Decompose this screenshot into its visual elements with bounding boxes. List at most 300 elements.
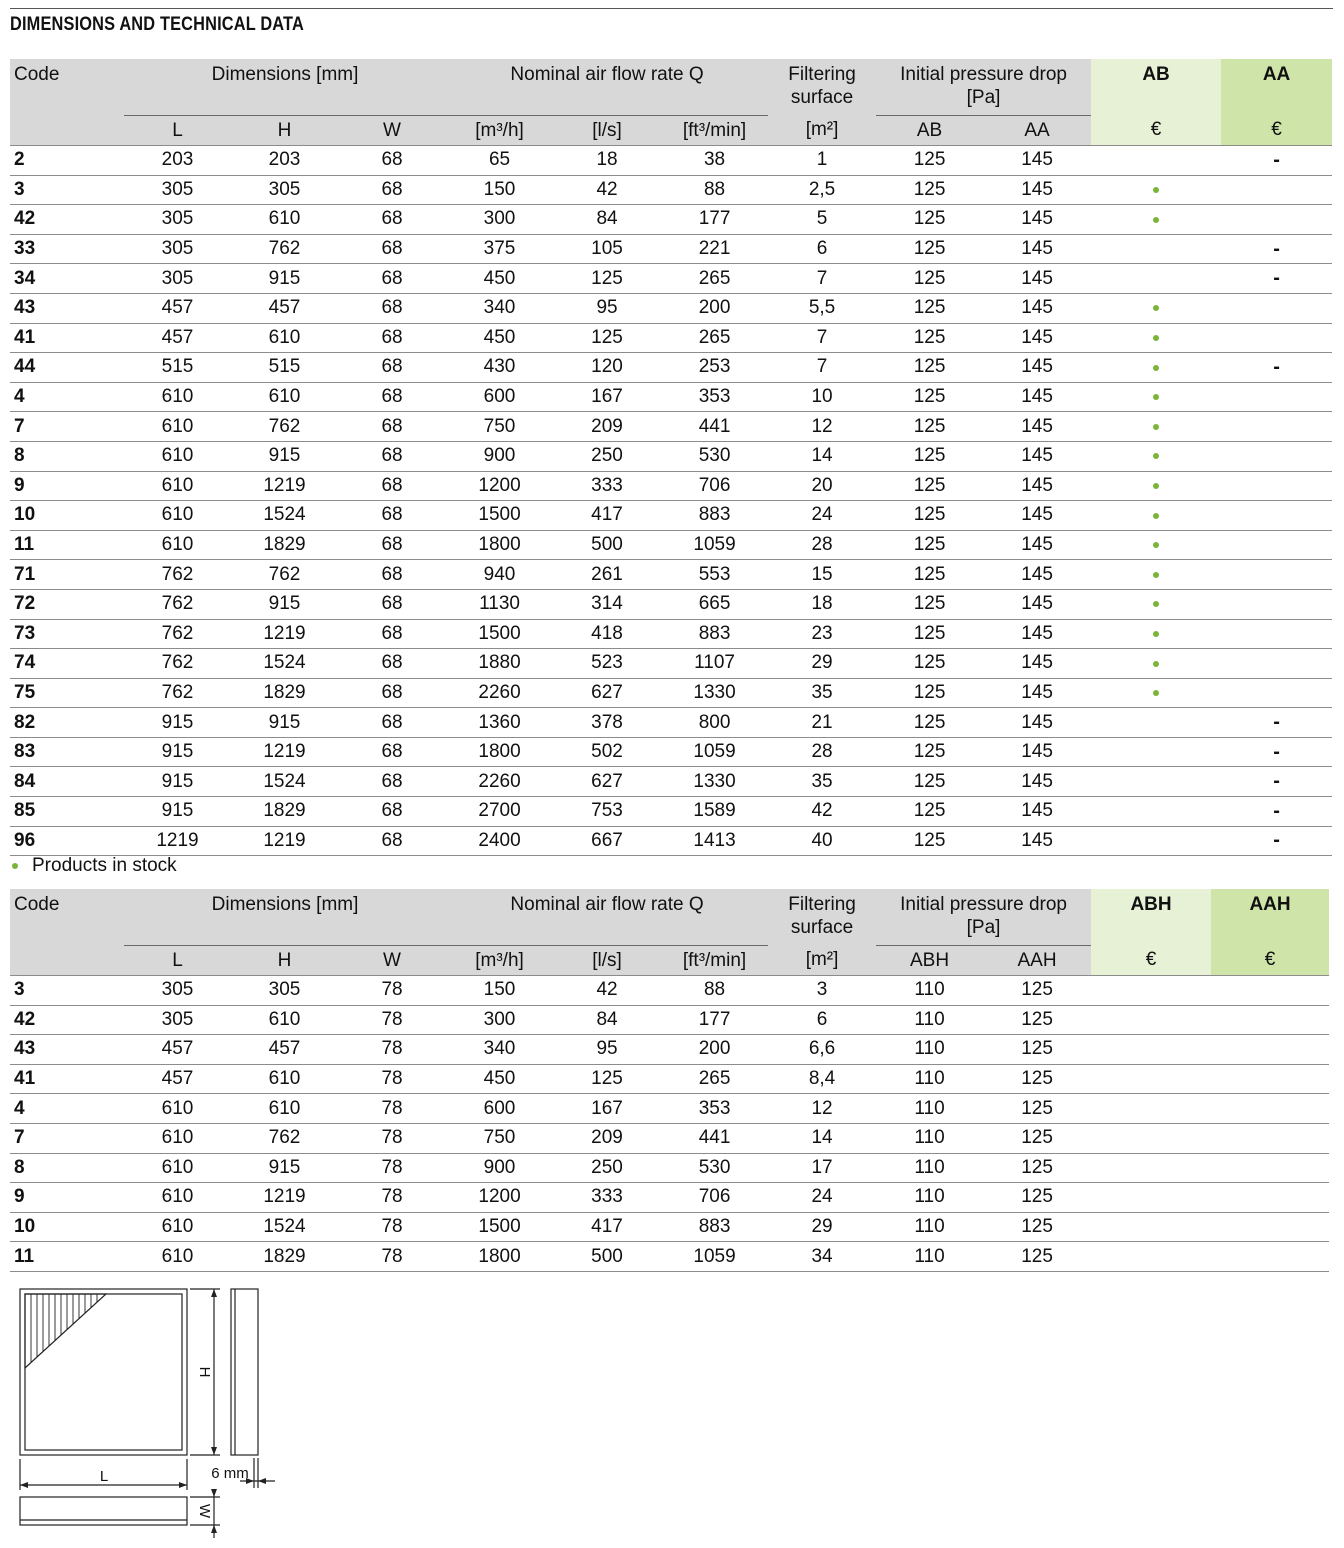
table-cell: 145: [983, 678, 1091, 708]
table-cell: 305: [124, 175, 231, 205]
table-cell: 88: [661, 976, 768, 1006]
cell-price-a: [1091, 471, 1221, 501]
table-cell: 34: [768, 1242, 876, 1272]
cell-price-a: [1091, 678, 1221, 708]
table-cell: 305: [231, 976, 338, 1006]
cell-price-b: -: [1221, 826, 1332, 856]
stock-dot-icon: [1153, 513, 1159, 519]
table-cell: 300: [446, 1005, 553, 1035]
table-cell: 68: [338, 146, 446, 176]
header-filtering-line1: Filtering: [788, 894, 856, 915]
header-ab-price: AB: [1091, 59, 1221, 116]
table-cell: 515: [231, 353, 338, 383]
table-cell: 110: [876, 1094, 983, 1124]
table-cell: 265: [661, 264, 768, 294]
header-sub-ftmin: [ft³/min]: [661, 116, 768, 146]
cell-price-b: -: [1221, 264, 1332, 294]
table-cell: 20: [768, 471, 876, 501]
stock-legend: [12, 855, 177, 877]
stock-legend-text: Products in stock: [32, 855, 177, 876]
table-row: [10, 826, 1332, 856]
cell-code: 4: [10, 1094, 124, 1124]
table-cell: 1524: [231, 767, 338, 797]
table-cell: 35: [768, 678, 876, 708]
table-cell: 3: [768, 976, 876, 1006]
table-cell: 1219: [231, 619, 338, 649]
table-cell: 68: [338, 382, 446, 412]
table-cell: 915: [231, 441, 338, 471]
header-sub-empty: [10, 946, 124, 976]
cell-code: 42: [10, 205, 124, 235]
table-cell: 209: [553, 412, 661, 442]
table-cell: 200: [661, 293, 768, 323]
table-cell: 610: [124, 1212, 231, 1242]
table-cell: 340: [446, 293, 553, 323]
header-air-flow-rate: Nominal air flow rate Q: [446, 889, 768, 946]
stock-dot-icon: [1153, 305, 1159, 311]
table-cell: 610: [231, 205, 338, 235]
table-cell: 1219: [124, 826, 231, 856]
table-row: [10, 234, 1332, 264]
table-cell: 7: [768, 353, 876, 383]
table-cell: 203: [124, 146, 231, 176]
table-cell: 125: [876, 471, 983, 501]
table-cell: 125: [876, 264, 983, 294]
cell-price-a: [1091, 619, 1221, 649]
table-cell: 1200: [446, 1183, 553, 1213]
table-cell: 750: [446, 412, 553, 442]
table-cell: 500: [553, 530, 661, 560]
table-cell: 762: [124, 678, 231, 708]
table-cell: 523: [553, 649, 661, 679]
cell-price-a: [1091, 649, 1221, 679]
table-cell: 353: [661, 1094, 768, 1124]
table-cell: 1059: [661, 1242, 768, 1272]
cell-price-a: [1091, 323, 1221, 353]
cell-code: 2: [10, 146, 124, 176]
header-sub-h: H: [231, 116, 338, 146]
stock-dot-icon: [1153, 601, 1159, 607]
table-cell: 900: [446, 441, 553, 471]
top-rule: [10, 8, 1333, 9]
table-row: [10, 530, 1332, 560]
table-cell: 125: [983, 1094, 1091, 1124]
cell-price-b: [1221, 382, 1332, 412]
cell-price-a: [1091, 382, 1221, 412]
cell-code: 41: [10, 1064, 124, 1094]
table-cell: 78: [338, 1123, 446, 1153]
table-cell: 883: [661, 501, 768, 531]
table-cell: 1059: [661, 530, 768, 560]
cell-price-a: [1091, 826, 1221, 856]
header-sub-ab: AB: [876, 116, 983, 146]
cell-price-a: [1091, 767, 1221, 797]
technical-data-table-high: [10, 889, 1329, 1272]
table-cell: 68: [338, 353, 446, 383]
cell-code: 71: [10, 560, 124, 590]
table-cell: 2400: [446, 826, 553, 856]
table-cell: 150: [446, 175, 553, 205]
header-pressure-line2: [Pa]: [966, 87, 1001, 108]
table-cell: 125: [876, 382, 983, 412]
table-cell: 253: [661, 353, 768, 383]
cell-price-b: -: [1221, 767, 1332, 797]
table-cell: 2260: [446, 678, 553, 708]
table-cell: 125: [983, 1035, 1091, 1065]
table-cell: 610: [231, 1064, 338, 1094]
cell-code: 42: [10, 1005, 124, 1035]
header-sub-aa: AA: [983, 116, 1091, 146]
table-cell: 610: [231, 1005, 338, 1035]
table-cell: 125: [876, 767, 983, 797]
table-cell: 110: [876, 1123, 983, 1153]
cell-price-a: [1091, 1064, 1211, 1094]
table-row: [10, 146, 1332, 176]
table-cell: 15: [768, 560, 876, 590]
table-cell: 610: [231, 382, 338, 412]
table-cell: 627: [553, 678, 661, 708]
cell-code: 85: [10, 797, 124, 827]
table-cell: 125: [876, 353, 983, 383]
table-cell: 762: [124, 619, 231, 649]
cell-code: 73: [10, 619, 124, 649]
table-cell: 167: [553, 382, 661, 412]
table-cell: 125: [876, 234, 983, 264]
technical-data-table-standard: [10, 59, 1332, 856]
table-row: [10, 205, 1332, 235]
table-cell: 125: [876, 323, 983, 353]
header-air-flow-rate: Nominal air flow rate Q: [446, 59, 768, 116]
table-row: [10, 1183, 1329, 1213]
cell-price-b: [1221, 323, 1332, 353]
table-cell: 68: [338, 293, 446, 323]
table-cell: 17: [768, 1153, 876, 1183]
header-filtering-line1: Filtering: [788, 64, 856, 85]
cell-price-a: [1091, 175, 1221, 205]
table-cell: 314: [553, 589, 661, 619]
table-cell: 145: [983, 353, 1091, 383]
table-cell: 6,6: [768, 1035, 876, 1065]
table-cell: 68: [338, 737, 446, 767]
cell-code: 72: [10, 589, 124, 619]
table-cell: 1829: [231, 678, 338, 708]
stock-dot-icon: [1153, 661, 1159, 667]
table-cell: 68: [338, 797, 446, 827]
table-cell: 1219: [231, 737, 338, 767]
table-cell: 145: [983, 797, 1091, 827]
table-cell: 145: [983, 826, 1091, 856]
header-aah-price: AAH: [1211, 889, 1329, 946]
stock-dot-icon: [1153, 542, 1159, 548]
table-row: [10, 1005, 1329, 1035]
table-cell: 145: [983, 146, 1091, 176]
cell-code: 33: [10, 234, 124, 264]
table-cell: 305: [124, 264, 231, 294]
table-cell: 250: [553, 1153, 661, 1183]
table-cell: 68: [338, 826, 446, 856]
table-cell: 35: [768, 767, 876, 797]
table-cell: 1800: [446, 530, 553, 560]
table-cell: 145: [983, 708, 1091, 738]
table-cell: 1330: [661, 767, 768, 797]
table-cell: 125: [983, 1005, 1091, 1035]
table-cell: 110: [876, 1183, 983, 1213]
cell-price-a: [1091, 205, 1221, 235]
table-row: [10, 589, 1332, 619]
cell-price-a: [1091, 501, 1221, 531]
table-cell: 610: [124, 412, 231, 442]
cell-price-b: [1221, 293, 1332, 323]
table-cell: 762: [231, 412, 338, 442]
table-cell: 177: [661, 1005, 768, 1035]
table-cell: 1219: [231, 826, 338, 856]
table-cell: 753: [553, 797, 661, 827]
table-cell: 450: [446, 264, 553, 294]
cell-price-b: [1221, 619, 1332, 649]
table-cell: 110: [876, 1035, 983, 1065]
cell-price-b: [1211, 1242, 1329, 1272]
cell-code: 7: [10, 1123, 124, 1153]
table-cell: 28: [768, 737, 876, 767]
table-cell: 800: [661, 708, 768, 738]
stock-dot-icon: [1153, 187, 1159, 193]
table-cell: 610: [124, 1183, 231, 1213]
table-row: [10, 708, 1332, 738]
header-sub-m2: [m²]: [768, 946, 876, 976]
cell-code: 11: [10, 1242, 124, 1272]
table-cell: 1059: [661, 737, 768, 767]
table-cell: 145: [983, 264, 1091, 294]
table-cell: 68: [338, 234, 446, 264]
table-cell: 40: [768, 826, 876, 856]
header-sub-euro-aa: €: [1221, 116, 1332, 146]
table-cell: 125: [876, 826, 983, 856]
cell-price-b: [1221, 678, 1332, 708]
header-sub-l: L: [124, 946, 231, 976]
table-cell: 12: [768, 412, 876, 442]
cell-price-a: [1091, 1183, 1211, 1213]
header-sub-euro-abh: €: [1091, 946, 1211, 976]
table-cell: 29: [768, 1212, 876, 1242]
table-cell: 2,5: [768, 175, 876, 205]
cell-price-b: -: [1221, 708, 1332, 738]
table-row: [10, 441, 1332, 471]
table-cell: 265: [661, 1064, 768, 1094]
table-cell: 125: [983, 1064, 1091, 1094]
table-cell: 110: [876, 976, 983, 1006]
cell-price-a: [1091, 530, 1221, 560]
cell-price-a: [1091, 293, 1221, 323]
table-cell: 530: [661, 1153, 768, 1183]
table-cell: 42: [768, 797, 876, 827]
table-cell: 250: [553, 441, 661, 471]
cell-price-a: [1091, 1212, 1211, 1242]
table-cell: 1500: [446, 619, 553, 649]
table-cell: 125: [983, 1183, 1091, 1213]
table-cell: 762: [231, 234, 338, 264]
table-cell: 610: [124, 1123, 231, 1153]
cell-code: 83: [10, 737, 124, 767]
table-cell: 457: [124, 1035, 231, 1065]
table-row: [10, 1094, 1329, 1124]
table-cell: 762: [124, 560, 231, 590]
header-pressure-drop: [876, 59, 1091, 116]
table-cell: 940: [446, 560, 553, 590]
table-cell: 209: [553, 1123, 661, 1153]
table-cell: 530: [661, 441, 768, 471]
table-cell: 23: [768, 619, 876, 649]
table-row: [10, 560, 1332, 590]
cell-code: 82: [10, 708, 124, 738]
table-cell: 14: [768, 1123, 876, 1153]
stock-dot-icon: [1153, 631, 1159, 637]
table-cell: 68: [338, 619, 446, 649]
cell-price-a: [1091, 708, 1221, 738]
cell-price-a: [1091, 560, 1221, 590]
table-cell: 125: [876, 293, 983, 323]
header-pressure-drop: [876, 889, 1091, 946]
cell-code: 75: [10, 678, 124, 708]
header-filtering-surface: [768, 889, 876, 946]
table-cell: 667: [553, 826, 661, 856]
stock-dot-icon: [12, 863, 18, 869]
table-cell: 915: [124, 737, 231, 767]
table-row: [10, 1212, 1329, 1242]
table-row: [10, 1242, 1329, 1272]
cell-price-b: [1221, 205, 1332, 235]
table-cell: 78: [338, 1064, 446, 1094]
table-row: [10, 323, 1332, 353]
table-cell: 125: [983, 976, 1091, 1006]
table-cell: 12: [768, 1094, 876, 1124]
cell-price-b: [1221, 175, 1332, 205]
header-sub-abh: ABH: [876, 946, 983, 976]
cell-price-b: [1211, 1094, 1329, 1124]
cell-price-a: [1091, 1005, 1211, 1035]
table-row: [10, 1035, 1329, 1065]
cell-price-b: [1221, 649, 1332, 679]
table-cell: 78: [338, 1153, 446, 1183]
label-w: W: [196, 1503, 213, 1519]
table-cell: 68: [338, 501, 446, 531]
table-cell: 417: [553, 501, 661, 531]
table-cell: 1360: [446, 708, 553, 738]
cell-price-a: [1091, 264, 1221, 294]
table-row: [10, 737, 1332, 767]
table-cell: 105: [553, 234, 661, 264]
cell-code: 10: [10, 501, 124, 531]
table-cell: 1219: [231, 1183, 338, 1213]
stock-dot-icon: [1153, 217, 1159, 223]
table-row: [10, 1064, 1329, 1094]
table-cell: 305: [124, 205, 231, 235]
table-cell: 6: [768, 234, 876, 264]
table-cell: 7: [768, 264, 876, 294]
header-sub-ls: [l/s]: [553, 116, 661, 146]
table-cell: 457: [124, 293, 231, 323]
table-cell: 450: [446, 1064, 553, 1094]
table-cell: 84: [553, 205, 661, 235]
cell-price-b: [1211, 1183, 1329, 1213]
table-cell: 610: [124, 1153, 231, 1183]
table-cell: 110: [876, 1242, 983, 1272]
table-cell: 1500: [446, 1212, 553, 1242]
table-cell: 125: [876, 678, 983, 708]
table-row: [10, 1153, 1329, 1183]
cell-code: 9: [10, 471, 124, 501]
table-cell: 125: [876, 530, 983, 560]
stock-dot-icon: [1153, 365, 1159, 371]
front-frame-outer: [20, 1289, 187, 1455]
header-sub-ftmin: [ft³/min]: [661, 946, 768, 976]
cell-code: 9: [10, 1183, 124, 1213]
table-row: [10, 619, 1332, 649]
cell-price-a: [1091, 1242, 1211, 1272]
table-cell: 610: [124, 441, 231, 471]
cell-code: 8: [10, 1153, 124, 1183]
table-cell: 125: [876, 737, 983, 767]
header-dimensions: Dimensions [mm]: [124, 889, 446, 946]
table-row: [10, 264, 1332, 294]
table-cell: 1500: [446, 501, 553, 531]
table-cell: 610: [124, 1242, 231, 1272]
cell-price-b: [1221, 441, 1332, 471]
table-cell: 1589: [661, 797, 768, 827]
label-l: L: [99, 1468, 109, 1485]
table-row: [10, 382, 1332, 412]
table-cell: 21: [768, 708, 876, 738]
cell-price-b: [1211, 1123, 1329, 1153]
header-pressure-line1: Initial pressure drop: [900, 64, 1067, 85]
table-cell: 610: [124, 530, 231, 560]
table-cell: 5,5: [768, 293, 876, 323]
table-cell: 430: [446, 353, 553, 383]
table-cell: 150: [446, 976, 553, 1006]
table-cell: 305: [124, 976, 231, 1006]
table-cell: 145: [983, 175, 1091, 205]
table-cell: 7: [768, 323, 876, 353]
table-cell: 145: [983, 293, 1091, 323]
table-cell: 145: [983, 530, 1091, 560]
cell-code: 4: [10, 382, 124, 412]
cell-price-b: [1221, 560, 1332, 590]
header-sub-euro-ab: €: [1091, 116, 1221, 146]
table-cell: 110: [876, 1005, 983, 1035]
cell-price-b: [1211, 976, 1329, 1006]
table-cell: 1829: [231, 1242, 338, 1272]
table-row: [10, 797, 1332, 827]
cell-price-b: [1211, 1005, 1329, 1035]
cell-code: 74: [10, 649, 124, 679]
table-cell: 1330: [661, 678, 768, 708]
table-cell: 762: [124, 649, 231, 679]
table-cell: 300: [446, 205, 553, 235]
table-cell: 600: [446, 1094, 553, 1124]
cell-price-a: [1091, 797, 1221, 827]
table-row: [10, 976, 1329, 1006]
header-pressure-line2: [Pa]: [966, 917, 1001, 938]
cell-code: 43: [10, 1035, 124, 1065]
table-cell: 340: [446, 1035, 553, 1065]
table-cell: 1130: [446, 589, 553, 619]
table-cell: 95: [553, 1035, 661, 1065]
table-cell: 915: [124, 708, 231, 738]
table-cell: 125: [876, 649, 983, 679]
table-cell: 68: [338, 530, 446, 560]
label-thickness: 6 mm: [211, 1465, 249, 1482]
table-cell: 110: [876, 1153, 983, 1183]
table-cell: 125: [876, 797, 983, 827]
